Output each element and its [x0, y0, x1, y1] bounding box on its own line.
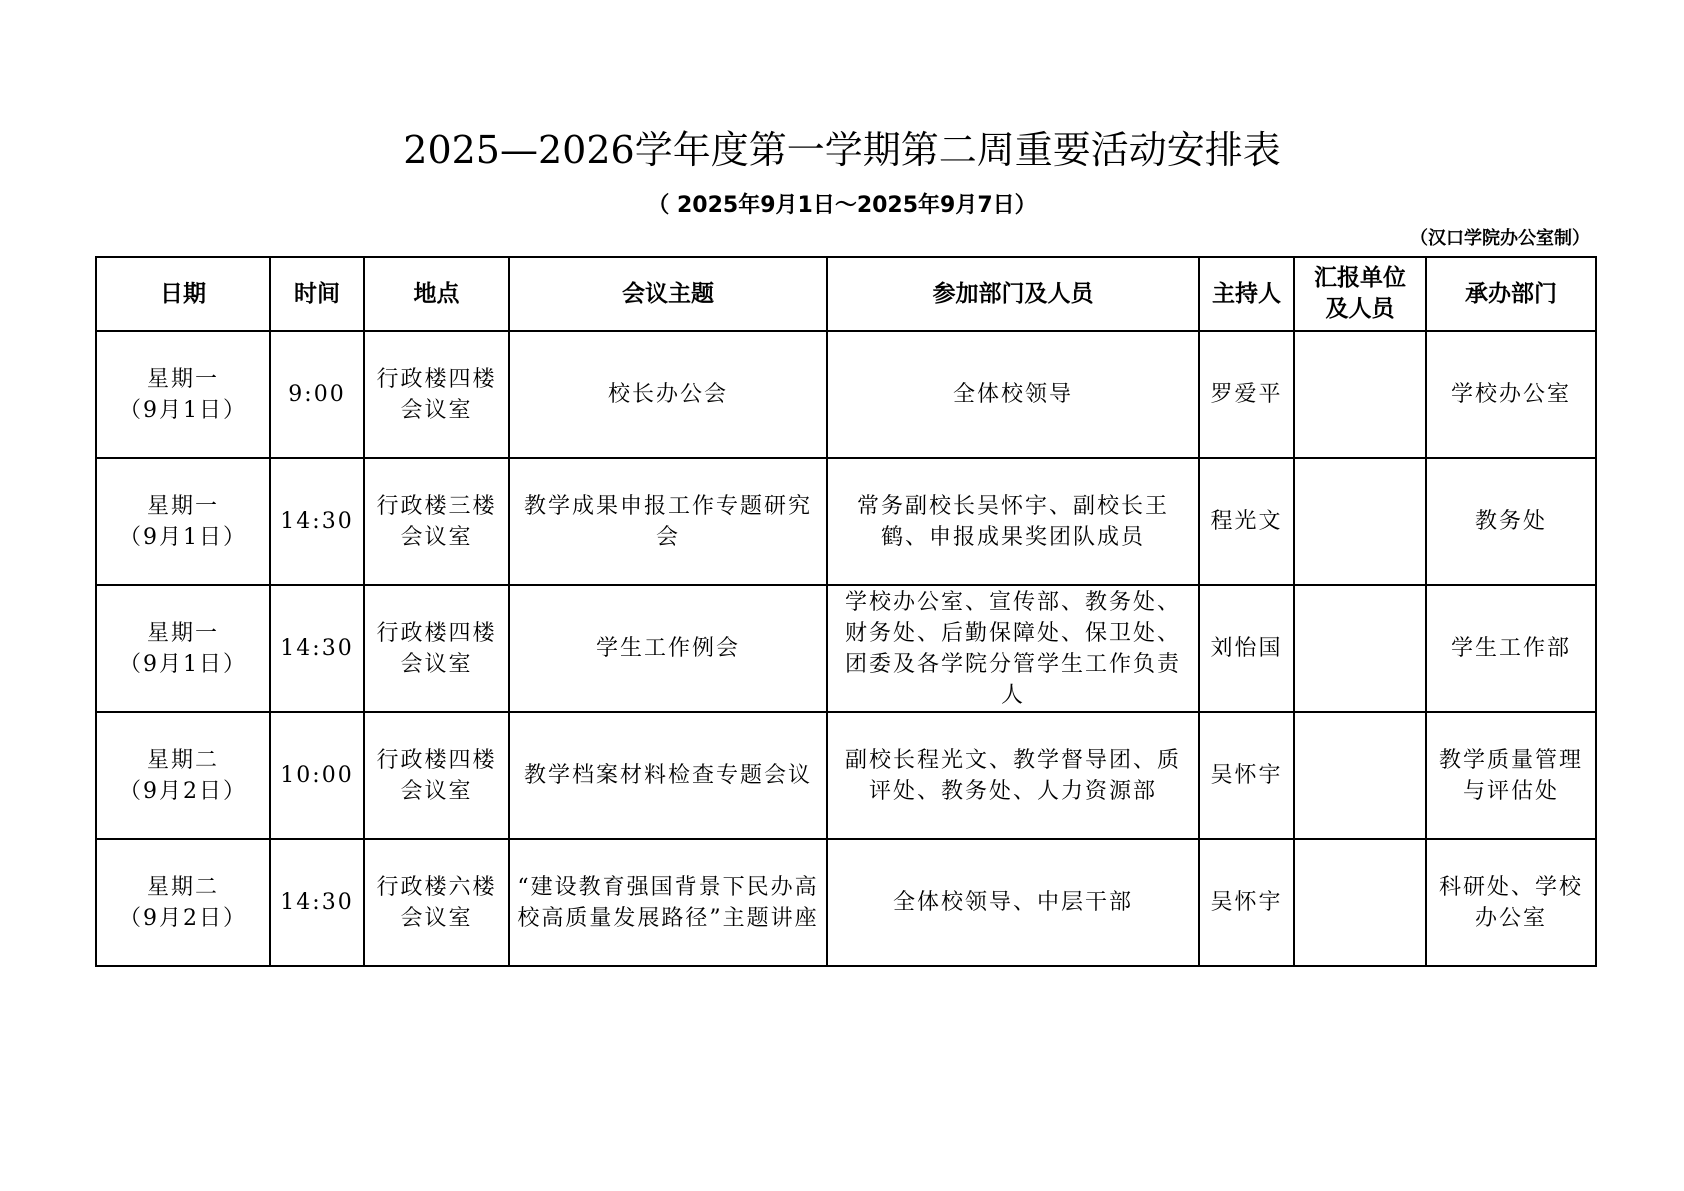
time-cell: 14:30	[270, 458, 364, 585]
location-cell	[364, 331, 509, 458]
issuer-note: （汉口学院办公室制）	[1410, 228, 1590, 249]
calendar-date: （9月2日）	[119, 905, 247, 931]
participants-cell: 全体校领导、中层干部	[827, 839, 1199, 966]
date-cell	[96, 331, 270, 458]
header-reporter	[1294, 257, 1426, 331]
reporter-cell	[1294, 712, 1426, 839]
reporter-cell	[1294, 331, 1426, 458]
location-room: 会议室	[400, 778, 473, 804]
date-cell	[96, 458, 270, 585]
date-cell	[96, 585, 270, 712]
schedule-table	[95, 256, 1597, 967]
weekday: 星期一	[146, 493, 219, 519]
header-organizer: 承办部门	[1426, 257, 1596, 331]
header-participants: 参加部门及人员	[827, 257, 1199, 331]
date-range: （ 2025年9月1日～2025年9月7日）	[647, 193, 1037, 218]
location-room: 会议室	[400, 397, 473, 423]
weekday: 星期二	[146, 747, 219, 773]
topic-cell: 教学成果申报工作专题研究会	[509, 458, 827, 585]
location-building: 行政楼三楼	[376, 493, 497, 519]
table-row	[96, 458, 1596, 585]
table-row	[96, 839, 1596, 966]
location-building: 行政楼六楼	[376, 874, 497, 900]
date-cell	[96, 712, 270, 839]
topic-cell: 教学档案材料检查专题会议	[509, 712, 827, 839]
organizer-cell: 教务处	[1426, 458, 1596, 585]
header-reporter-line2: 及人员	[1325, 296, 1395, 322]
location-building: 行政楼四楼	[376, 366, 497, 392]
location-cell	[364, 839, 509, 966]
participants-cell: 常务副校长吴怀宇、副校长王鹤、申报成果奖团队成员	[827, 458, 1199, 585]
header-time: 时间	[270, 257, 364, 331]
location-room: 会议室	[400, 905, 473, 931]
topic-cell: 校长办公会	[509, 331, 827, 458]
weekday: 星期一	[146, 620, 219, 646]
participants-cell: 副校长程光文、教学督导团、质评处、教务处、人力资源部	[827, 712, 1199, 839]
reporter-cell	[1294, 839, 1426, 966]
participants-cell: 全体校领导	[827, 331, 1199, 458]
document-title: 2025—2026学年度第一学期第二周重要活动安排表	[403, 128, 1281, 172]
topic-cell: “建设教育强国背景下民办高校高质量发展路径”主题讲座	[509, 839, 827, 966]
location-cell	[364, 585, 509, 712]
header-location: 地点	[364, 257, 509, 331]
organizer-cell: 教学质量管理与评估处	[1426, 712, 1596, 839]
time-cell: 14:30	[270, 839, 364, 966]
table-row	[96, 585, 1596, 712]
header-date: 日期	[96, 257, 270, 331]
organizer-cell: 科研处、学校办公室	[1426, 839, 1596, 966]
organizer-cell: 学校办公室	[1426, 331, 1596, 458]
host-cell: 罗爱平	[1199, 331, 1294, 458]
topic-cell: 学生工作例会	[509, 585, 827, 712]
calendar-date: （9月1日）	[119, 397, 247, 423]
time-cell: 10:00	[270, 712, 364, 839]
calendar-date: （9月1日）	[119, 651, 247, 677]
time-cell: 9:00	[270, 331, 364, 458]
header-host: 主持人	[1199, 257, 1294, 331]
reporter-cell	[1294, 458, 1426, 585]
location-room: 会议室	[400, 524, 473, 550]
date-cell	[96, 839, 270, 966]
participants-cell: 学校办公室、宣传部、教务处、财务处、后勤保障处、保卫处、团委及各学院分管学生工作负责人	[827, 585, 1199, 712]
host-cell: 吴怀宇	[1199, 839, 1294, 966]
header-row	[96, 257, 1596, 331]
weekday: 星期一	[146, 366, 219, 392]
time-cell: 14:30	[270, 585, 364, 712]
weekday: 星期二	[146, 874, 219, 900]
location-cell	[364, 458, 509, 585]
location-room: 会议室	[400, 651, 473, 677]
calendar-date: （9月2日）	[119, 778, 247, 804]
host-cell: 程光文	[1199, 458, 1294, 585]
reporter-cell	[1294, 585, 1426, 712]
organizer-cell: 学生工作部	[1426, 585, 1596, 712]
host-cell: 刘怡国	[1199, 585, 1294, 712]
header-topic: 会议主题	[509, 257, 827, 331]
location-building: 行政楼四楼	[376, 620, 497, 646]
calendar-date: （9月1日）	[119, 524, 247, 550]
location-cell	[364, 712, 509, 839]
table-row	[96, 331, 1596, 458]
header-reporter-line1: 汇报单位	[1314, 265, 1406, 291]
table-row	[96, 712, 1596, 839]
host-cell: 吴怀宇	[1199, 712, 1294, 839]
location-building: 行政楼四楼	[376, 747, 497, 773]
